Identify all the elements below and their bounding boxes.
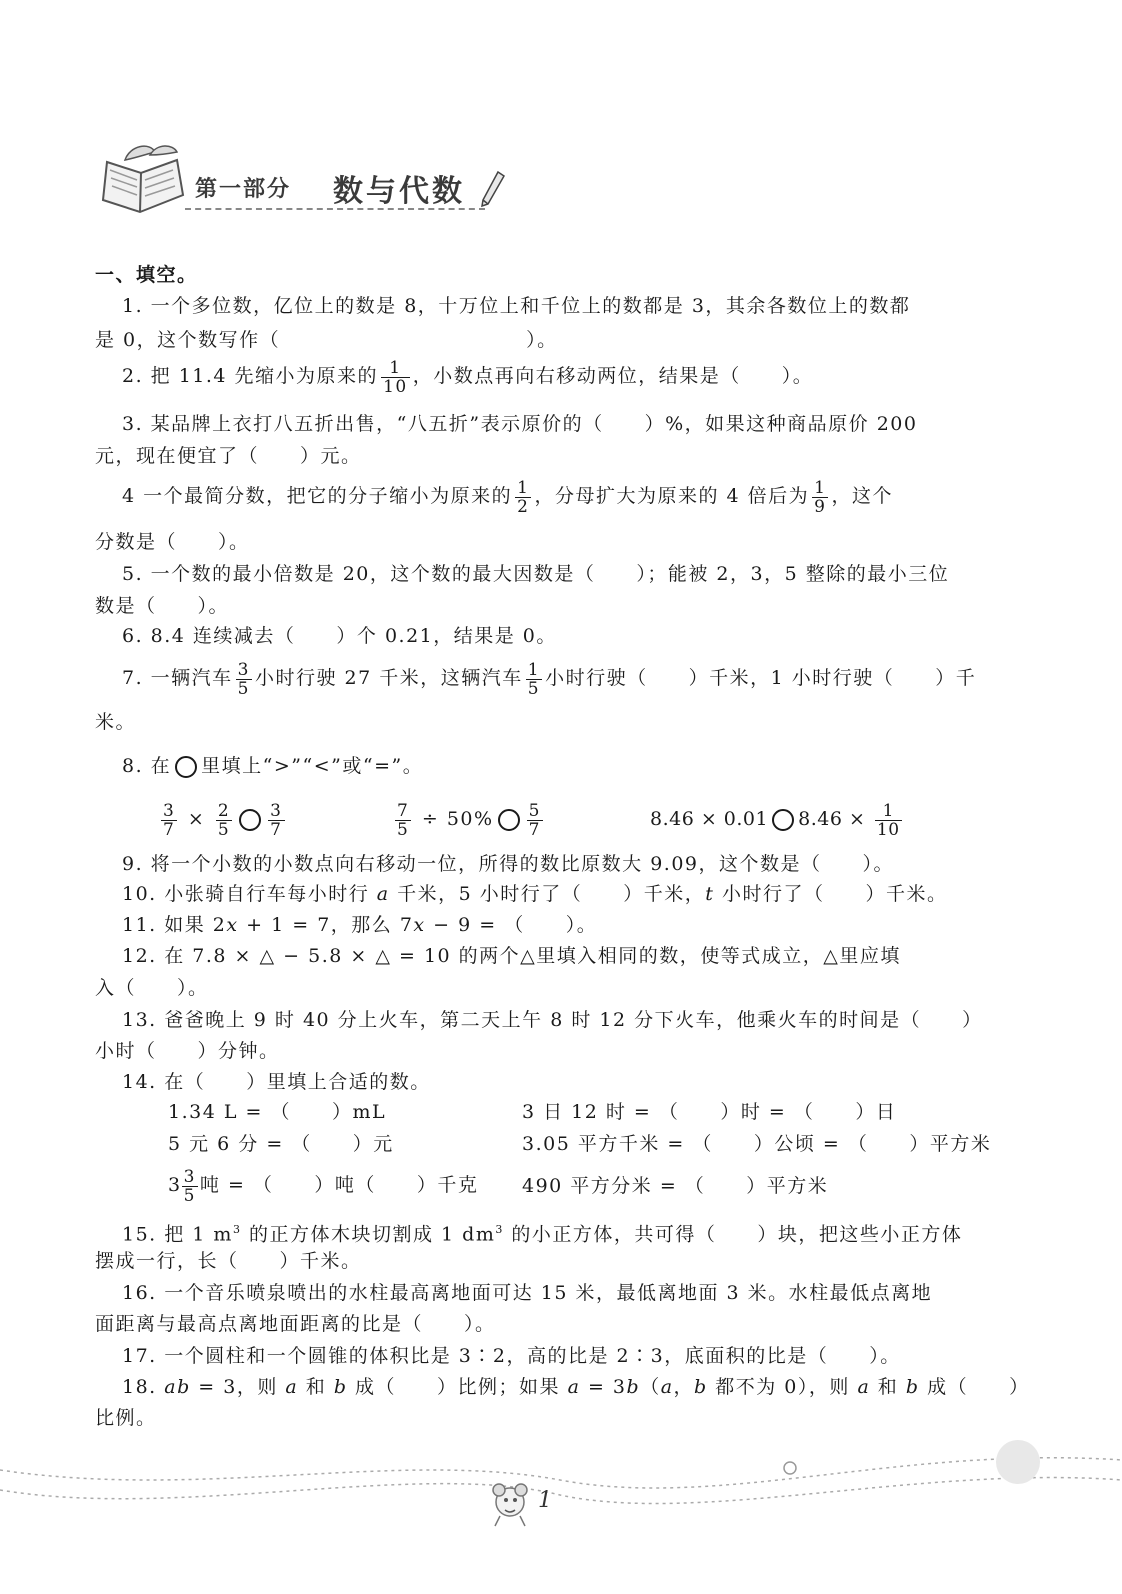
page-title: 数与代数 xyxy=(333,174,465,209)
variable-a: a xyxy=(660,1376,674,1398)
q18-t4: = 3 xyxy=(580,1376,627,1398)
circle-blank xyxy=(239,809,261,831)
question-4-text-c: ，这个 xyxy=(831,485,893,507)
variable-b: b xyxy=(694,1376,708,1398)
superscript: 3 xyxy=(232,1223,242,1236)
q18-t5: （ xyxy=(640,1376,661,1398)
question-15-line-1 xyxy=(122,1218,962,1246)
question-3-line-1: 3. 某品牌上衣打八五折出售，“八五折”表示原价的（ ）%，如果这种商品原价 200 xyxy=(122,413,918,435)
question-18-line-2: 比例。 xyxy=(95,1407,157,1429)
q14-row1-col1: 1.34 L = （ ）mL xyxy=(168,1101,387,1123)
question-12-line-1: 12. 在 7.8 × △ − 5.8 × △ = 10 的两个△里填入相同的数，使等式成立，△里应填 xyxy=(122,945,901,967)
question-10 xyxy=(122,882,947,906)
question-3-line-2: 元，现在便宜了（ ）元。 xyxy=(95,445,362,467)
question-15-line-2: 摆成一行，长（ ）千米。 xyxy=(95,1250,362,1272)
operator: ÷ 50% xyxy=(421,808,494,830)
q18-t3: 成（ ）比例；如果 xyxy=(347,1376,568,1398)
question-1-line-2: 是 0，这个数写作（ ）。 xyxy=(95,329,558,351)
fraction: $\frac{1}{10}$ xyxy=(876,800,900,840)
question-7-line-2: 米。 xyxy=(95,711,137,733)
page-number: 1 xyxy=(538,1488,552,1513)
fraction: $\frac{1}{10}$ xyxy=(383,357,408,397)
q14-row2-col2: 3.05 平方千米 = （ ）公顷 = （ ）平方米 xyxy=(522,1133,992,1155)
expr-right: 8.46 × xyxy=(798,808,866,830)
question-4-line-1 xyxy=(122,474,893,518)
question-16-line-2: 面距离与最高点离地面距离的比是（ ）。 xyxy=(95,1313,496,1335)
question-8-text-b: 里填上“>”“<”或“=”。 xyxy=(201,755,424,777)
variable-a: a xyxy=(857,1376,871,1398)
question-16-line-1: 16. 一个音乐喷泉喷出的水柱最高离地面可达 15 米，最低离地面 3 米。水柱最低点离地 xyxy=(122,1282,933,1304)
section-heading: 一、填空。 xyxy=(95,264,198,286)
question-8-title xyxy=(122,754,423,778)
q18-t7: 都不为 0），则 xyxy=(707,1376,858,1398)
fraction: $\frac{5}{7}$ xyxy=(528,800,541,840)
question-13-line-1: 13. 爸爸晚上 9 时 40 分上火车，第二天上午 8 时 12 分下火车，他乘火车的时间是（ ） xyxy=(122,1009,983,1031)
part-label: 第一部分 xyxy=(195,177,292,202)
variable-x: x xyxy=(413,914,426,936)
question-9: 9. 将一个小数的小数点向右移动一位，所得的数比原数大 9.09，这个数是（ ）。 xyxy=(122,853,895,875)
q14-row1-col2: 3 日 12 时 = （ ）时 = （ ）日 xyxy=(522,1101,897,1123)
q18-t9: 成（ ） xyxy=(919,1376,1030,1398)
fraction: $\frac{1}{9}$ xyxy=(814,477,827,517)
q18-t1: = 3，则 xyxy=(190,1376,286,1398)
question-2 xyxy=(122,356,813,396)
mixed-whole: 3 xyxy=(168,1174,182,1196)
question-8-expr-3 xyxy=(650,796,905,842)
question-14-title: 14. 在（ ）里填上合适的数。 xyxy=(122,1071,431,1093)
q15-text-c: 的小正方体，共可得（ ）块，把这些小正方体 xyxy=(503,1223,963,1246)
q15-text-a: 15. 把 1 m xyxy=(122,1223,233,1246)
question-4-text-a: 4 一个最简分数，把它的分子缩小为原来的 xyxy=(122,485,513,507)
q10-text-a: 10. 小张骑自行车每小时行 xyxy=(122,883,377,905)
expr-left: 8.46 × 0.01 xyxy=(650,808,769,830)
pencil-icon xyxy=(480,170,506,210)
question-8-text-a: 8. 在 xyxy=(122,755,172,777)
fraction: $\frac{3}{5}$ xyxy=(183,1166,196,1206)
q11-text-a: 11. 如果 2 xyxy=(122,914,227,936)
q14-row3-col2: 490 平方分米 = （ ）平方米 xyxy=(522,1175,829,1197)
question-13-line-2: 小时（ ）分钟。 xyxy=(95,1040,280,1062)
question-4-line-2: 分数是（ ）。 xyxy=(95,531,250,553)
variable-t: t xyxy=(705,883,715,905)
question-1-line-1: 1. 一个多位数，亿位上的数是 8，十万位上和千位上的数都是 3，其余各数位上的数都 xyxy=(122,295,911,317)
q18-prefix: 18. xyxy=(122,1376,165,1398)
question-7-text-a: 7. 一辆汽车 xyxy=(122,667,233,689)
circle-blank xyxy=(772,809,794,831)
fraction: $\frac{3}{5}$ xyxy=(237,659,250,699)
superscript: 3 xyxy=(495,1223,504,1236)
variable-b: b xyxy=(905,1376,920,1398)
circle-blank xyxy=(175,756,197,778)
variable-b: b xyxy=(626,1376,641,1398)
question-8-expr-1 xyxy=(158,796,288,842)
q18-t2: 和 xyxy=(298,1376,334,1398)
variable-b: b xyxy=(333,1376,348,1398)
fraction: $\frac{1}{2}$ xyxy=(517,477,530,517)
fraction: $\frac{3}{7}$ xyxy=(270,800,283,840)
question-7-text-b: 小时行驶 27 千米，这辆汽车 xyxy=(255,667,523,689)
circle-blank xyxy=(498,809,520,831)
variable-a: a xyxy=(285,1376,299,1398)
question-2-text-a: 2. 把 11.4 先缩小为原来的 xyxy=(122,365,379,387)
variable-x: x xyxy=(226,914,239,936)
operator: × xyxy=(187,808,206,830)
q11-text-c: − 9 = （ ）。 xyxy=(425,914,598,936)
q14-row3-col1-text: 吨 = （ ）吨（ ）千克 xyxy=(199,1174,479,1196)
question-17: 17. 一个圆柱和一个圆锥的体积比是 3∶2，高的比是 2∶3，底面积的比是（ ）。 xyxy=(122,1345,901,1367)
fraction: $\frac{3}{7}$ xyxy=(163,800,176,840)
question-12-line-2: 入（ ）。 xyxy=(95,977,209,999)
question-11 xyxy=(122,913,597,937)
q10-text-b: 千米，5 小时行了（ ）千米， xyxy=(389,883,706,905)
q10-text-c: 小时行了（ ）千米。 xyxy=(714,883,948,905)
fraction: $\frac{1}{5}$ xyxy=(527,659,541,699)
question-4-text-b: ，分母扩大为原来的 4 倍后为 xyxy=(534,485,810,507)
footer-dotted-waves xyxy=(0,1440,1122,1530)
q18-t8: 和 xyxy=(870,1376,906,1398)
variable-a: a xyxy=(376,883,390,905)
q15-text-b: 的正方体木块切割成 1 dm xyxy=(241,1223,496,1246)
question-18-line-1 xyxy=(122,1375,1030,1399)
question-8-expr-2 xyxy=(392,796,546,842)
q14-row2-col1: 5 元 6 分 = （ ）元 xyxy=(168,1133,394,1155)
q18-t6: ， xyxy=(673,1376,695,1398)
fraction: $\frac{7}{5}$ xyxy=(397,800,410,840)
section-header xyxy=(95,140,505,220)
question-5-line-2: 数是（ ）。 xyxy=(95,595,230,617)
question-5-line-1: 5. 一个数的最小倍数是 20，这个数的最大因数是（ ）；能被 2，3，5 整除的最小三位 xyxy=(122,563,950,585)
q11-text-b: + 1 = 7，那么 7 xyxy=(238,914,414,936)
mascot-icon xyxy=(485,1480,545,1530)
header-dashed-line xyxy=(185,208,485,210)
question-6: 6. 8.4 连续减去（ ）个 0.21，结果是 0。 xyxy=(122,625,557,647)
q14-row3-col1 xyxy=(168,1162,478,1208)
fraction: $\frac{2}{5}$ xyxy=(217,800,231,840)
question-7-text-c: 小时行驶（ ）千米，1 小时行驶（ ）千 xyxy=(545,667,977,689)
variable-a: a xyxy=(567,1376,581,1398)
variable-ab: ab xyxy=(164,1376,191,1398)
question-7-line-1 xyxy=(122,656,976,700)
open-book-icon xyxy=(95,140,190,220)
question-2-text-b: ，小数点再向右移动两位，结果是（ ）。 xyxy=(412,365,814,387)
